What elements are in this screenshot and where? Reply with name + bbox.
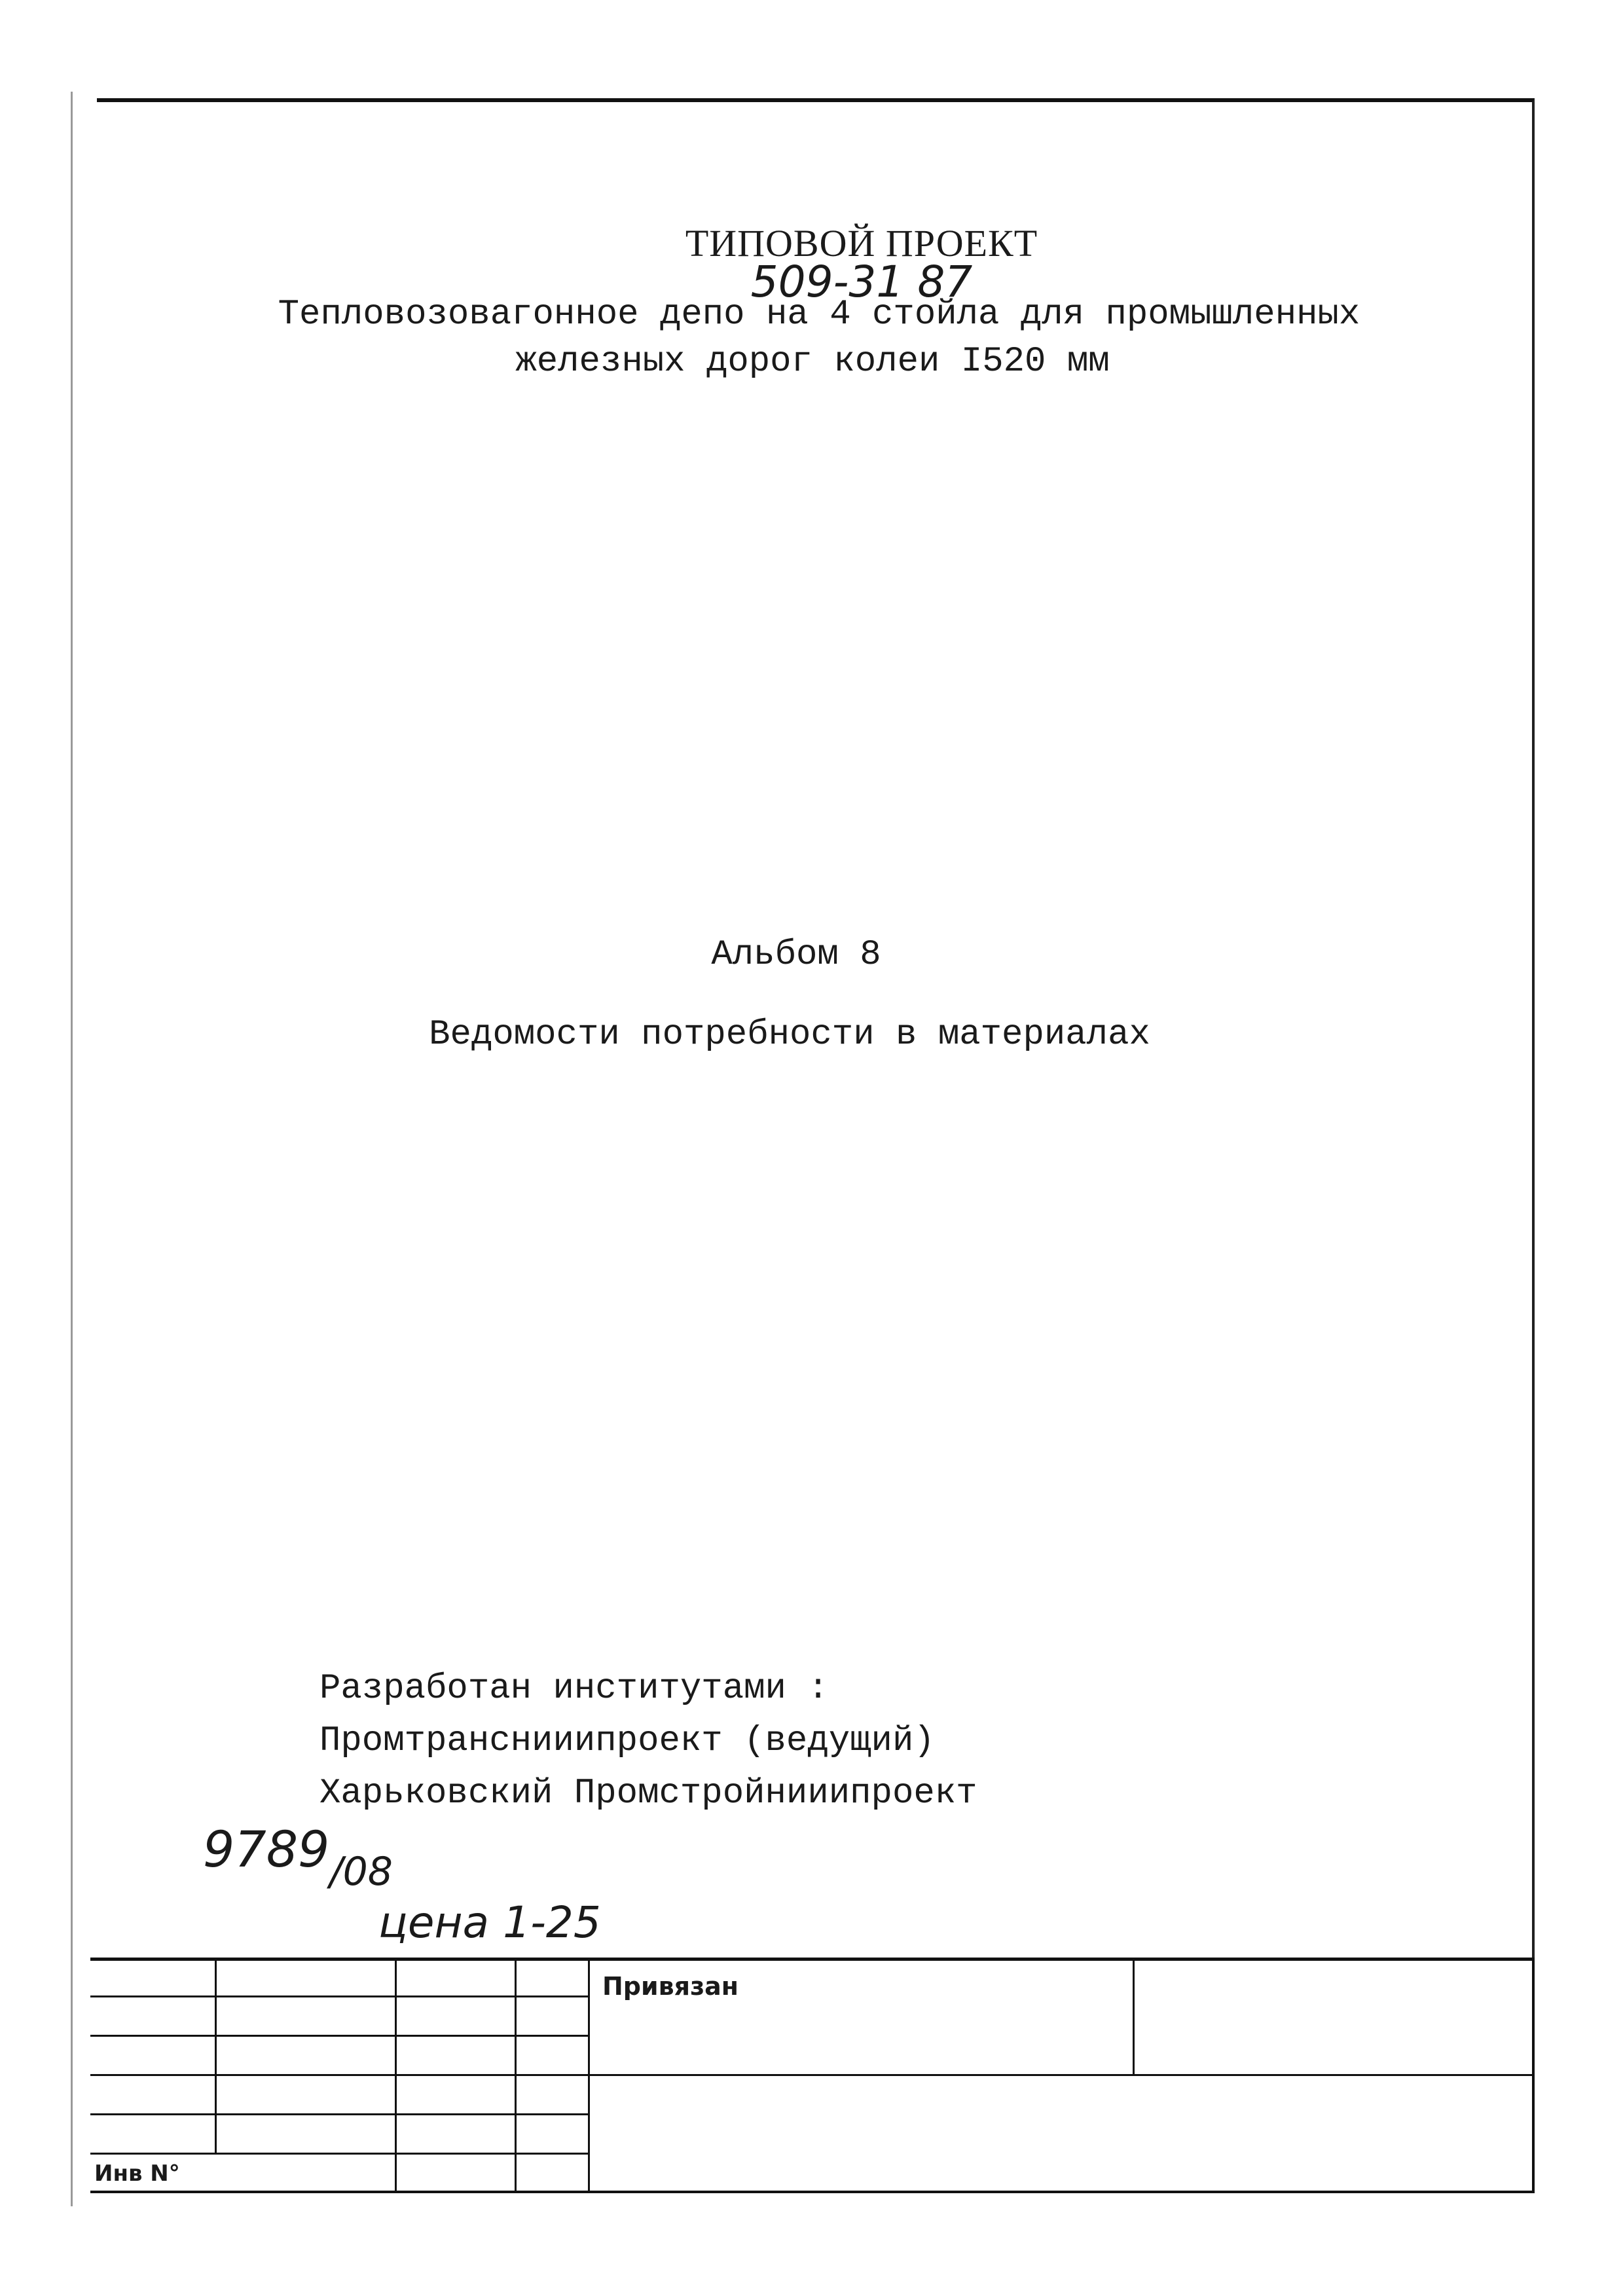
handwritten-price: цена 1-25 [378, 1897, 601, 1948]
inventory-number-main: 9789 [203, 1820, 330, 1878]
stamp-bound-label: Привязан [602, 1972, 739, 2001]
stamp-col-line-2 [395, 1958, 397, 2193]
stamp-row-line-1 [90, 1995, 588, 1997]
album-label: Альбом 8 [711, 935, 881, 975]
developer-second: Харьковский Промстройнииипроект [319, 1774, 977, 1813]
left-binding-line [71, 92, 73, 2206]
stamp-bottom-border [90, 2191, 1535, 2193]
stamp-row-line-3 [90, 2074, 1535, 2076]
stamp-col-line-1 [215, 1958, 217, 2153]
stamp-right-border [1532, 1958, 1535, 2193]
project-title-line-2: железных дорог колеи I520 мм [515, 342, 1110, 382]
project-title-line-1: Тепловозовагонное депо на 4 стойла для промышленных [278, 295, 1360, 335]
stamp-inventory-label: Инв N° [94, 2160, 180, 2187]
album-subject: Ведомости потребности в материалах [429, 1015, 1150, 1055]
stamp-row-line-2 [90, 2035, 588, 2037]
document-type: ТИПОВОЙ ПРОЕКТ [685, 222, 1038, 264]
stamp-row-line-4 [90, 2113, 588, 2115]
project-number: 509-31 87 [750, 257, 973, 307]
developers-heading: Разработан институтами : [319, 1669, 829, 1709]
drawing-frame [97, 98, 1535, 2193]
developer-lead: Промтранснииипроект (ведущий) [319, 1721, 935, 1761]
handwritten-inventory-number [203, 1820, 393, 1895]
stamp-row-line-5 [90, 2153, 588, 2155]
stamp-col-line-3 [515, 1958, 517, 2193]
stamp-top-border [90, 1958, 1535, 1961]
stamp-col-line-4 [588, 1958, 590, 2193]
title-block-stamp [90, 1958, 1535, 2193]
developers-block [319, 1663, 977, 1820]
stamp-col-line-5 [1133, 1958, 1135, 2075]
inventory-number-sub: /08 [329, 1849, 393, 1895]
